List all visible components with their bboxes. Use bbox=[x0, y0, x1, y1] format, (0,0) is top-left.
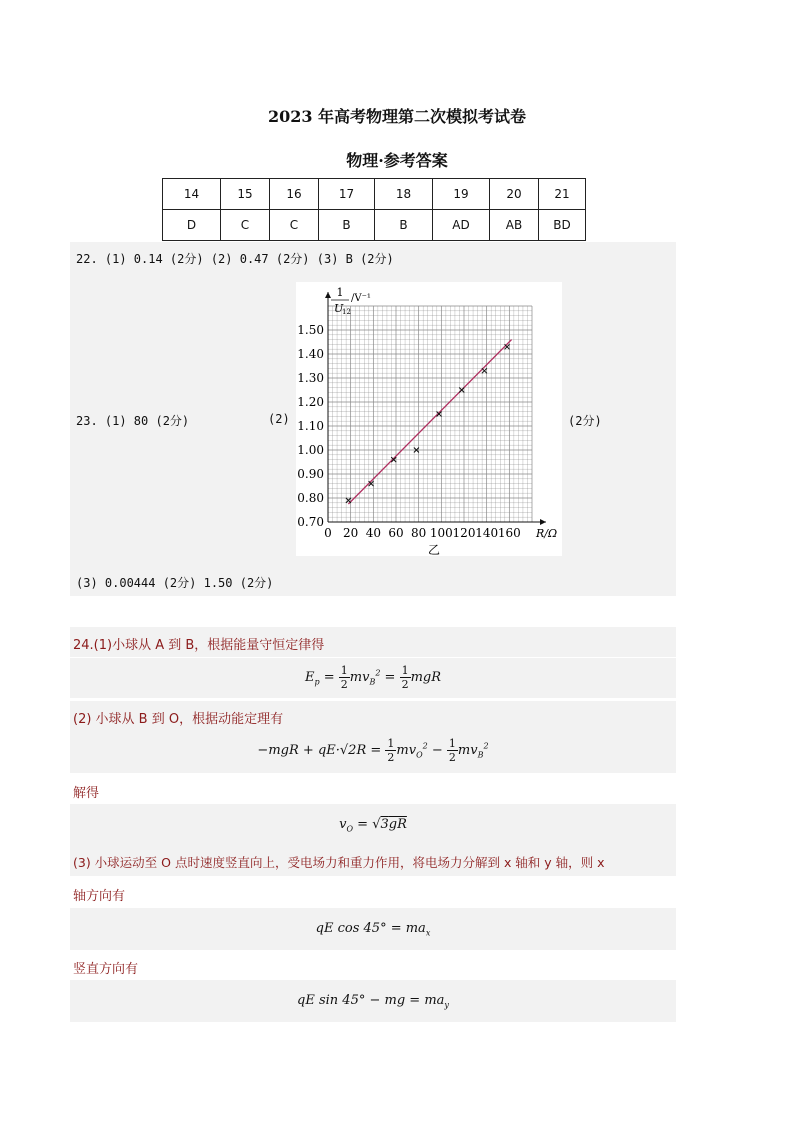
question-number: 20 bbox=[490, 179, 539, 210]
answer-table bbox=[162, 178, 586, 241]
x-tick-label: 80 bbox=[411, 526, 427, 540]
y-tick-label: 0.80 bbox=[297, 491, 324, 505]
q24-p2-equation: −mgR + qE·√2R = $\frac{1}{2}$ $mv_O^2$ − $\frac{1}{2}$ $mv_B^2$ bbox=[257, 737, 489, 764]
q24-p1-text: 24.(1)小球从 A 到 B，根据能量守恒定律得 bbox=[73, 638, 325, 653]
answer-table-answer-row bbox=[163, 210, 586, 241]
answer-cell: AB bbox=[490, 210, 539, 241]
x-tick-label: 160 bbox=[497, 526, 521, 540]
q24-p3-text2: 轴方向有 bbox=[73, 889, 126, 904]
question-number: 19 bbox=[433, 179, 490, 210]
data-point bbox=[346, 498, 351, 503]
q24-p1-equation: $E_p$ = $\frac{1}{2}$ $mv_B^2$ = $\frac{1}{2}$ mgR bbox=[304, 664, 442, 691]
x-tick-label: 20 bbox=[343, 526, 359, 540]
answer-cell: C bbox=[270, 210, 319, 241]
question-number: 14 bbox=[163, 179, 221, 210]
answer-table-question-row bbox=[163, 179, 586, 210]
q24-p3-equation-2: qE sin 45° − mg = $ma_y$ bbox=[297, 993, 449, 1010]
q24-p3-equation-1: qE $\cos 45^\circ = ma_x$ bbox=[315, 921, 431, 938]
y-axis-arrow bbox=[325, 292, 331, 298]
question-number: 17 bbox=[319, 179, 375, 210]
x-axis-arrow bbox=[540, 519, 546, 525]
answer-cell: D bbox=[163, 210, 221, 241]
scatter-chart bbox=[296, 282, 562, 556]
answer-cell: C bbox=[221, 210, 270, 241]
q23-part3: (3) 0.00444 (2分) 1.50 (2分) bbox=[76, 576, 274, 590]
page-subtitle: 物理·参考答案 bbox=[346, 151, 448, 170]
q22-answer: 22. (1) 0.14 (2分) (2) 0.47 (2分) (3) B (2分) bbox=[76, 252, 394, 266]
y-tick-label: 1.30 bbox=[297, 371, 324, 385]
q24-solve-text: 解得 bbox=[73, 786, 100, 801]
y-tick-label: 1.00 bbox=[297, 443, 324, 457]
x-tick-label: 0 bbox=[324, 526, 332, 540]
data-point bbox=[459, 388, 464, 393]
chart-axes bbox=[325, 292, 546, 525]
y-axis-label-denominator: U bbox=[334, 302, 344, 315]
page-title: 2023 年高考物理第二次模拟考试卷 bbox=[267, 107, 527, 126]
y-tick-label: 1.20 bbox=[297, 395, 324, 409]
question-number: 15 bbox=[221, 179, 270, 210]
y-tick-label: 1.50 bbox=[297, 323, 324, 337]
q24-p2-text: (2) 小球从 B 到 O，根据动能定理有 bbox=[73, 712, 284, 727]
answer-cell: B bbox=[375, 210, 433, 241]
answer-cell: AD bbox=[433, 210, 490, 241]
x-axis-label: R/Ω bbox=[536, 527, 558, 540]
chart-caption: 乙 bbox=[427, 543, 441, 556]
question-number: 21 bbox=[539, 179, 586, 210]
x-tick-label: 40 bbox=[365, 526, 381, 540]
chart-grid bbox=[328, 306, 532, 522]
answer-cell: B bbox=[319, 210, 375, 241]
q23-part1: 23. (1) 80 (2分) bbox=[76, 414, 190, 428]
q23-part2-score: (2分) bbox=[568, 414, 602, 428]
answer-cell: BD bbox=[539, 210, 586, 241]
fit-line bbox=[348, 340, 511, 504]
x-tick-label: 140 bbox=[475, 526, 499, 540]
data-point bbox=[482, 368, 487, 373]
q24-p3-text: (3) 小球运动至 O 点时速度竖直向上，受电场力和重力作用，将电场力分解到 x 轴和 y 轴，则 x bbox=[73, 855, 605, 870]
q24-p3-text3: 竖直方向有 bbox=[73, 962, 139, 977]
q23-part2-label: (2) bbox=[268, 412, 290, 426]
y-axis-label-numerator: 1 bbox=[336, 286, 344, 299]
y-tick-label: 1.40 bbox=[297, 347, 324, 361]
q24-solve-equation: $v_O = √3gR$ bbox=[339, 817, 407, 834]
x-tick-label: 60 bbox=[388, 526, 404, 540]
y-axis-label-unit: /V⁻¹ bbox=[351, 293, 371, 304]
y-tick-label: 0.90 bbox=[297, 467, 324, 481]
y-axis-label-denominator-subscript: 12 bbox=[342, 308, 351, 316]
x-tick-label: 100 bbox=[429, 526, 453, 540]
x-tick-label: 120 bbox=[452, 526, 476, 540]
question-number: 16 bbox=[270, 179, 319, 210]
y-tick-label: 0.70 bbox=[297, 515, 324, 529]
y-tick-label: 1.10 bbox=[297, 419, 324, 433]
question-number: 18 bbox=[375, 179, 433, 210]
chart-panel bbox=[296, 282, 562, 556]
